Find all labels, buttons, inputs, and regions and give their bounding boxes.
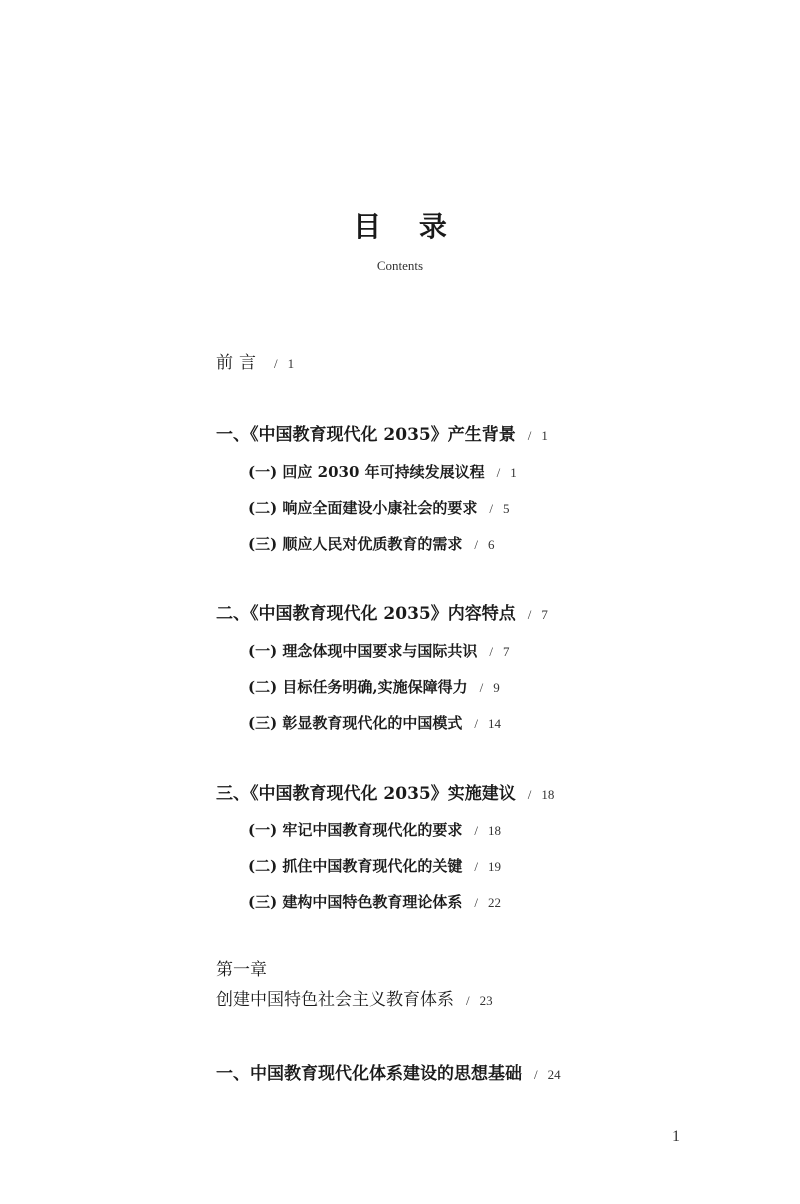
toc-chapter-label — [216, 962, 267, 979]
toc-separator: / — [274, 356, 278, 371]
toc-subsection-1-3[interactable] — [248, 536, 495, 552]
chapter-number: 第一章 — [216, 960, 267, 980]
toc-separator: / — [466, 993, 470, 1008]
toc-page-number: 18 — [541, 787, 555, 802]
toc-separator: / — [474, 716, 479, 731]
toc-page-number: 1 — [541, 428, 548, 443]
toc-page-number: 18 — [488, 823, 502, 838]
toc-entry-label: (一) 理念体现中国要求与国际共识 — [248, 642, 478, 660]
toc-separator: / — [474, 895, 479, 910]
toc-section-3[interactable] — [216, 786, 554, 803]
toc-entry-label: (二) 抓住中国教育现代化的关键 — [248, 857, 463, 875]
toc-section-1[interactable] — [216, 427, 548, 444]
toc-entry-label: 二、《中国教育现代化 2035》内容特点 — [216, 604, 516, 624]
toc-separator: / — [489, 644, 494, 659]
page-subtitle: Contents — [376, 258, 424, 273]
toc-entry-label: (二) 目标任务明确,实施保障得力 — [248, 678, 468, 696]
toc-page-number: 6 — [488, 537, 495, 552]
toc-entry-label: 一、中国教育现代化体系建设的思想基础 — [216, 1064, 522, 1084]
toc-separator: / — [496, 465, 501, 480]
toc-subsection-3-3[interactable] — [248, 894, 501, 910]
page-number: 1 — [672, 1128, 680, 1145]
toc-subsection-2-1[interactable] — [248, 643, 510, 659]
toc-page-number: 7 — [541, 607, 548, 622]
toc-page-number: 23 — [479, 993, 493, 1008]
toc-entry-label: (三) 彰显教育现代化的中国模式 — [248, 714, 463, 732]
toc-page-number: 22 — [488, 895, 502, 910]
toc-entry-label: 三、《中国教育现代化 2035》实施建议 — [216, 784, 516, 804]
toc-separator: / — [527, 607, 532, 622]
toc-subsection-2-2[interactable] — [248, 679, 500, 695]
toc-subsection-1-2[interactable] — [248, 500, 510, 516]
toc-page-number: 24 — [547, 1067, 561, 1082]
toc-chapter-1-section-1[interactable] — [216, 1066, 561, 1083]
toc-entry-label: 创建中国特色社会主义教育体系 — [216, 990, 454, 1010]
toc-page-number: 14 — [488, 716, 502, 731]
toc-page-number: 5 — [503, 501, 510, 516]
page-title: 目 录 — [353, 210, 461, 243]
toc-entry-label: (一) 牢记中国教育现代化的要求 — [248, 821, 463, 839]
toc-separator: / — [474, 859, 479, 874]
toc-entry-preface[interactable] — [216, 355, 294, 372]
toc-separator: / — [474, 537, 479, 552]
toc-page-number: 1 — [510, 465, 517, 480]
toc-page-number: 9 — [493, 680, 500, 695]
toc-separator: / — [479, 680, 484, 695]
toc-separator: / — [534, 1067, 538, 1082]
toc-page-number: 7 — [503, 644, 510, 659]
toc-entry-label: (三) 建构中国特色教育理论体系 — [248, 893, 463, 911]
toc-separator: / — [527, 787, 532, 802]
toc-separator: / — [527, 428, 532, 443]
toc-entry-label: (一) 回应 2030 年可持续发展议程 — [248, 463, 485, 481]
toc-subsection-3-2[interactable] — [248, 858, 501, 874]
toc-entry-label: (三) 顺应人民对优质教育的需求 — [248, 535, 463, 553]
toc-separator: / — [489, 501, 494, 516]
toc-separator: / — [474, 823, 479, 838]
toc-section-2[interactable] — [216, 606, 548, 623]
toc-entry-label: 一、《中国教育现代化 2035》产生背景 — [216, 425, 516, 445]
toc-page-number: 1 — [287, 356, 295, 371]
toc-entry-label: (二) 响应全面建设小康社会的要求 — [248, 499, 478, 517]
toc-page-number: 19 — [488, 859, 502, 874]
toc-entry-label: 前言 — [216, 353, 262, 373]
toc-chapter-1[interactable] — [216, 992, 493, 1009]
toc-subsection-2-3[interactable] — [248, 715, 501, 731]
toc-subsection-1-1[interactable] — [248, 464, 517, 480]
toc-subsection-3-1[interactable] — [248, 822, 501, 838]
